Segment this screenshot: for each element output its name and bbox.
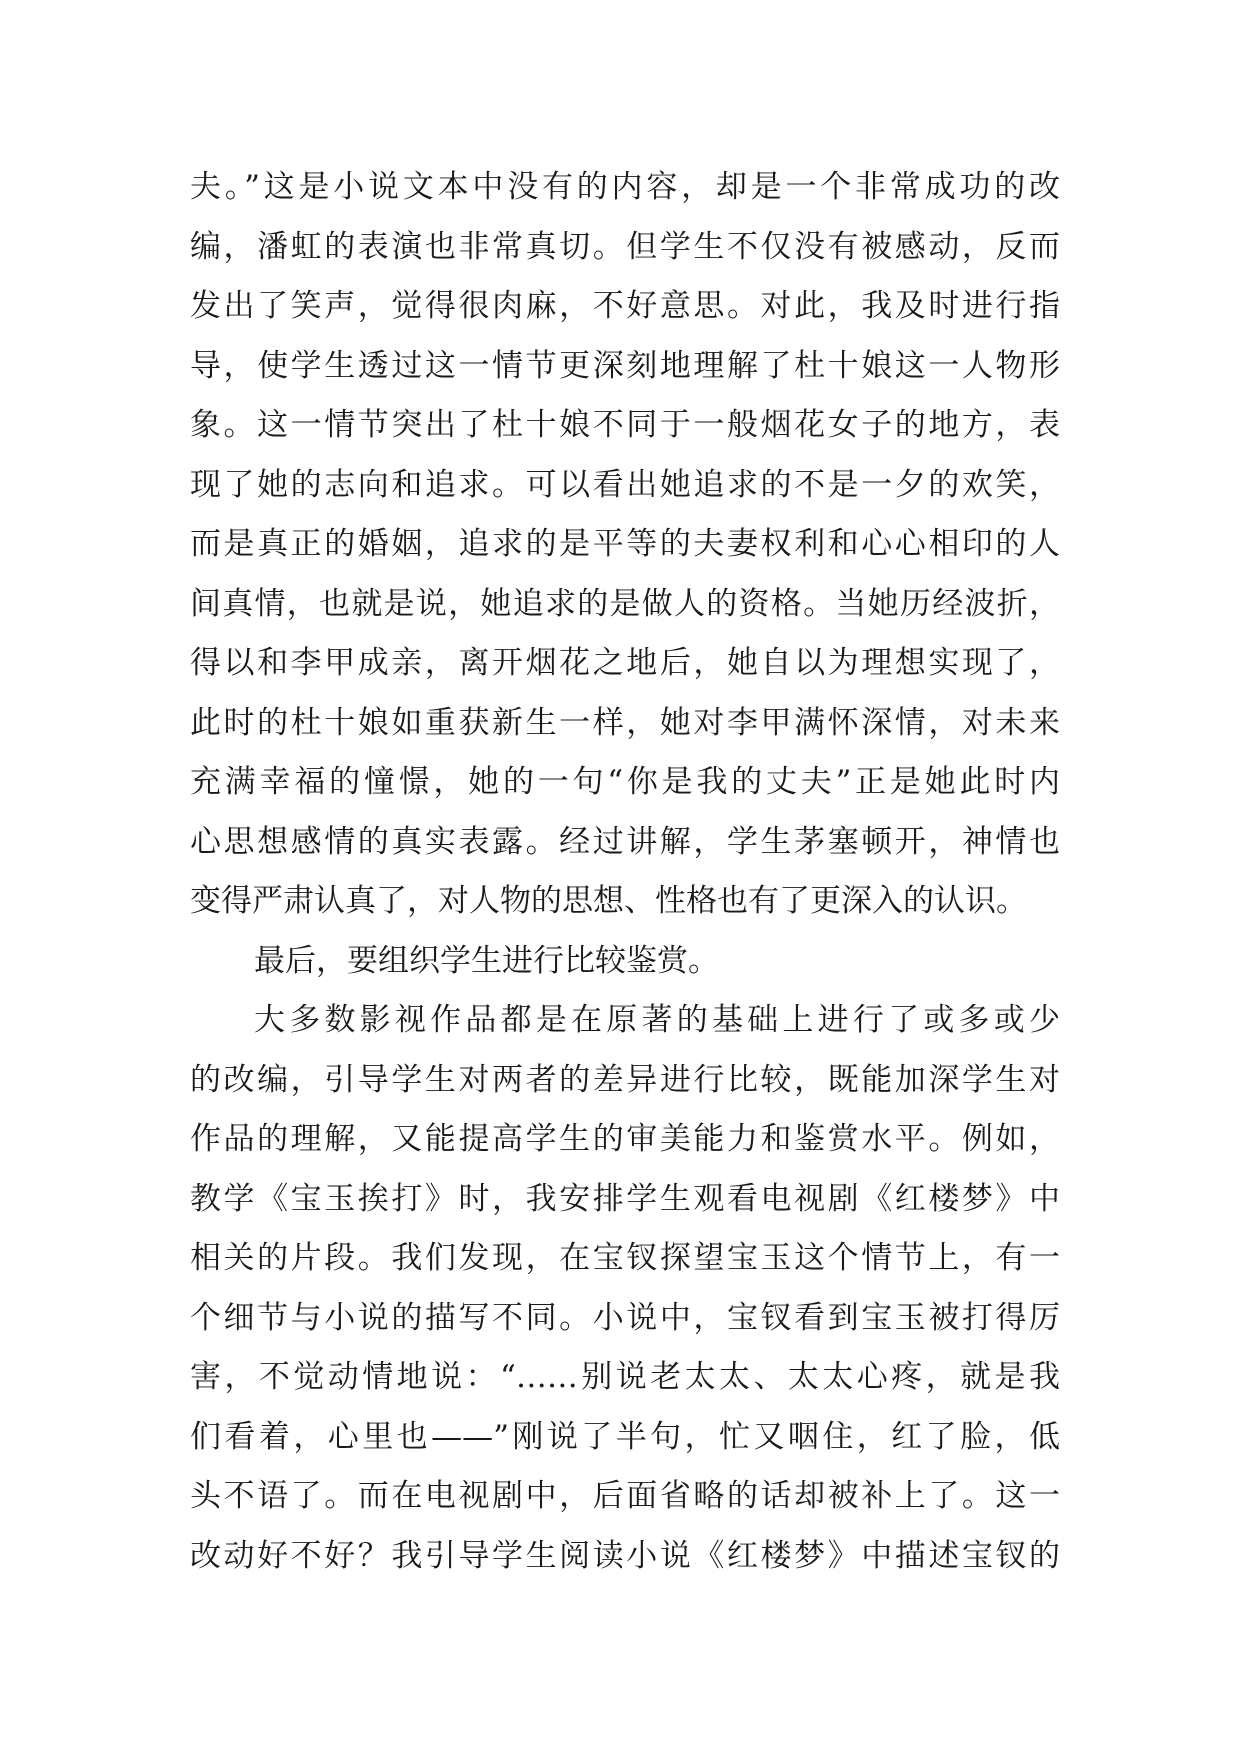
text-line-23: 头不语了。而在电视剧中，后面省略的话却被补上了。这一 [190,1478,1060,1514]
text-line-3: 发出了笑声，觉得很肉麻，不好意思。对此，我及时进行指 [190,288,1060,324]
text-line-20: 个细节与小说的描写不同。小说中，宝钗看到宝玉被打得厉 [190,1299,1060,1336]
text-line-13: 变得严肃认真了，对人物的思想、性格也有了更深入的认识。 [190,883,1027,919]
text-line-24: 改动好不好？我引导学生阅读小说《红楼梦》中描述宝钗的 [190,1537,1060,1574]
text-line-9: 得以和李甲成亲，离开烟花之地后，她自以为理想实现了， [190,645,1060,681]
text-line-18: 教学《宝玉挨打》时，我安排学生观看电视剧《红楼梦》中 [190,1180,1060,1217]
text-line-6: 现了她的志向和追求。可以看出她追求的不是一夕的欢笑， [190,466,1060,503]
body-text [190,158,1060,1586]
text-line-22: 们看着，心里也——”刚说了半句，忙又咽住，红了脸，低 [190,1418,1060,1455]
text-line-7: 而是真正的婚姻，追求的是平等的夫妻权利和心心相印的人 [190,526,1060,562]
text-line-11: 充满幸福的憧憬，她的一句“你是我的丈夫”正是她此时内 [190,764,1060,800]
text-line-19: 相关的片段。我们发现，在宝钗探望宝玉这个情节上，有一 [190,1240,1060,1276]
text-line-8: 间真情，也就是说，她追求的是做人的资格。当她历经波折， [190,585,1060,622]
text-line-5: 象。这一情节突出了杜十娘不同于一般烟花女子的地方，表 [190,407,1060,443]
text-line-10: 此时的杜十娘如重获新生一样，她对李甲满怀深情，对未来 [190,704,1060,741]
text-line-21: 害，不觉动情地说：“……别说老太太、太太心疼，就是我 [190,1359,1060,1395]
text-line-1: 夫。”这是小说文本中没有的内容，却是一个非常成功的改 [190,169,1060,205]
text-line-12: 心思想感情的真实表露。经过讲解，学生茅塞顿开，神情也 [190,823,1060,860]
text-line-2: 编，潘虹的表演也非常真切。但学生不仅没有被感动，反而 [190,228,1060,265]
text-line-17: 作品的理解，又能提高学生的审美能力和鉴赏水平。例如， [190,1121,1060,1157]
text-line-15: 大多数影视作品都是在原著的基础上进行了或多或少 [254,1002,1060,1038]
text-line-4: 导，使学生透过这一情节更深刻地理解了杜十娘这一人物形 [190,347,1060,384]
text-line-16: 的改编，引导学生对两者的差异进行比较，既能加深学生对 [190,1061,1060,1098]
paragraph-heading-line: 最后，要组织学生进行比较鉴赏。 [254,942,719,979]
